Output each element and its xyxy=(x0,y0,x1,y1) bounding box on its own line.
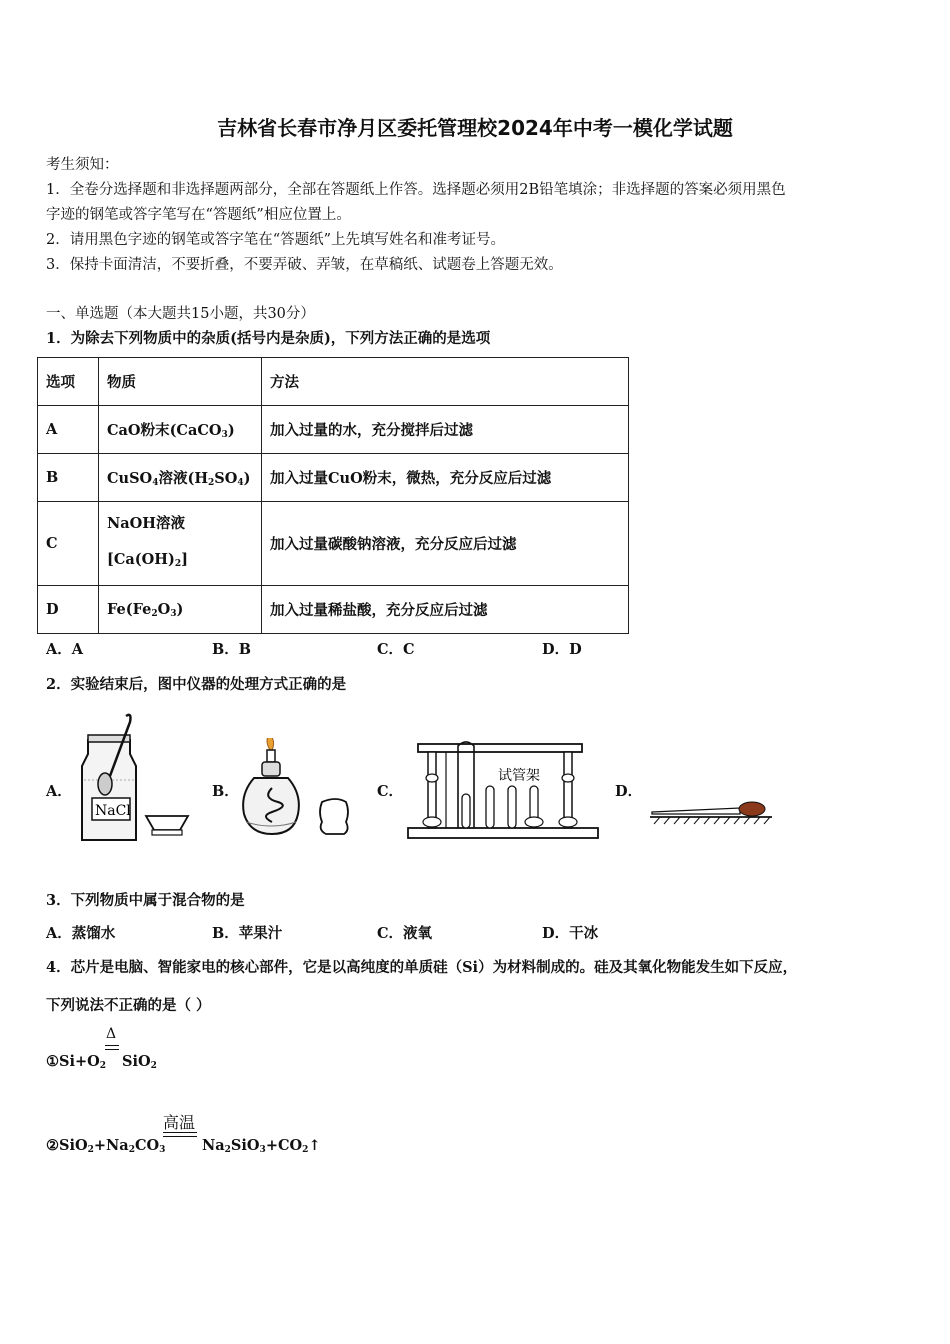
row-option: B xyxy=(38,454,99,502)
header-option: 选项 xyxy=(38,358,99,406)
reaction-1-equals-bottom xyxy=(105,1049,119,1050)
q2-label-c[interactable]: C． xyxy=(377,783,404,800)
row-substance: CuSO$_4$溶液$(H_2SO_4)$ xyxy=(99,454,262,502)
q1-option-b[interactable]: B．B xyxy=(212,641,252,658)
page-title: 吉林省长春市净月区委托管理校2024年中考一模化学试题 xyxy=(217,116,733,140)
header-method: 方法 xyxy=(262,358,629,406)
reaction-2-products: $Na_2SiO_3+CO_2↑$ xyxy=(202,1137,321,1155)
reaction-2-reactants: $②SiO_2+Na_2CO_3$ xyxy=(46,1137,166,1155)
alcohol-lamp-figure xyxy=(236,738,356,842)
table-header-row xyxy=(38,358,629,406)
row-option: C xyxy=(38,502,99,586)
q3-option-a[interactable]: A．蒸馏水 xyxy=(46,925,116,942)
q1-table xyxy=(37,357,629,634)
reaction-1-product: SiO$_2$ xyxy=(122,1053,157,1071)
row-option: D xyxy=(38,586,99,634)
q1-stem: 1．为除去下列物质中的杂质(括号内是杂质)，下列方法正确的是选项 xyxy=(46,330,491,347)
row-method: 加入过量CuO粉末，微热，充分反应后过滤 xyxy=(262,454,629,502)
q1-option-d[interactable]: D．D xyxy=(542,641,582,658)
row-method: 加入过量碳酸钠溶液，充分反应后过滤 xyxy=(262,502,629,586)
q2-stem: 2．实验结束后，图中仪器的处理方式正确的是 xyxy=(46,676,347,693)
reaction-1-equals-top xyxy=(105,1045,119,1046)
row-option: A xyxy=(38,406,99,454)
table-row xyxy=(38,406,629,454)
q4-stem-line-1: 4．芯片是电脑、智能家电的核心部件，它是以高纯度的单质硅（Si）为材料制成的。硅及其氧化物能发生如下反应， xyxy=(46,959,798,976)
row-method: 加入过量的水，充分搅拌后过滤 xyxy=(262,406,629,454)
q4-stem-line-2: 下列说法不正确的是（ ） xyxy=(46,997,211,1014)
q3-option-b[interactable]: B．苹果汁 xyxy=(212,925,283,942)
q3-stem: 3．下列物质中属于混合物的是 xyxy=(46,892,245,909)
notice-line-1a: 1．全卷分选择题和非选择题两部分，全部在答题纸上作答。选择题必须用2B铅笔填涂；非选择题的答案必须用黑色 xyxy=(46,182,786,198)
test-tube-rack-figure xyxy=(406,736,602,844)
q2-label-d[interactable]: D． xyxy=(615,783,643,800)
dropper-figure xyxy=(648,796,776,826)
rack-label: 试管架 xyxy=(498,768,540,784)
bottle-label: NaCl xyxy=(95,803,131,819)
notice-line-1b: 字迹的钢笔或答字笔写在“答题纸”相应位置上。 xyxy=(46,207,351,223)
notice-line-3: 3．保持卡面清洁，不要折叠，不要弄破、弄皱，在草稿纸、试题卷上答题无效。 xyxy=(46,257,563,273)
q1-option-c[interactable]: C．C xyxy=(377,641,415,658)
q1-option-a[interactable]: A．A xyxy=(46,641,84,658)
table-row xyxy=(38,586,629,634)
reaction-1-reactants: $①Si+O_2$ xyxy=(46,1053,107,1071)
row-substance: CaO粉末(CaCO$_3$) xyxy=(99,406,262,454)
reaction-2-condition: 高温 xyxy=(163,1113,196,1132)
q3-option-d[interactable]: D．干冰 xyxy=(542,925,599,942)
table-row xyxy=(38,502,629,586)
header-substance: 物质 xyxy=(99,358,262,406)
reagent-bottle-figure xyxy=(74,710,204,846)
section-heading: 一、单选题（本大题共15小题，共30分） xyxy=(46,306,315,322)
q2-label-b[interactable]: B． xyxy=(212,783,239,800)
notice-heading: 考生须知： xyxy=(46,157,119,173)
q3-option-c[interactable]: C．液氧 xyxy=(377,925,433,942)
table-row xyxy=(38,454,629,502)
notice-line-2: 2．请用黑色字迹的钢笔或答字笔在“答题纸”上先填写姓名和准考证号。 xyxy=(46,232,506,248)
reaction-2-equals-bottom xyxy=(163,1136,197,1137)
reaction-2-equals-top xyxy=(163,1132,197,1133)
row-substance: NaOH溶液 $[Ca(OH)_2]$ xyxy=(99,502,262,586)
q2-label-a[interactable]: A． xyxy=(46,783,72,800)
row-substance: $Fe(Fe_2O_3)$ xyxy=(99,586,262,634)
row-method: 加入过量稀盐酸，充分反应后过滤 xyxy=(262,586,629,634)
reaction-1-condition: Δ xyxy=(106,1026,117,1042)
